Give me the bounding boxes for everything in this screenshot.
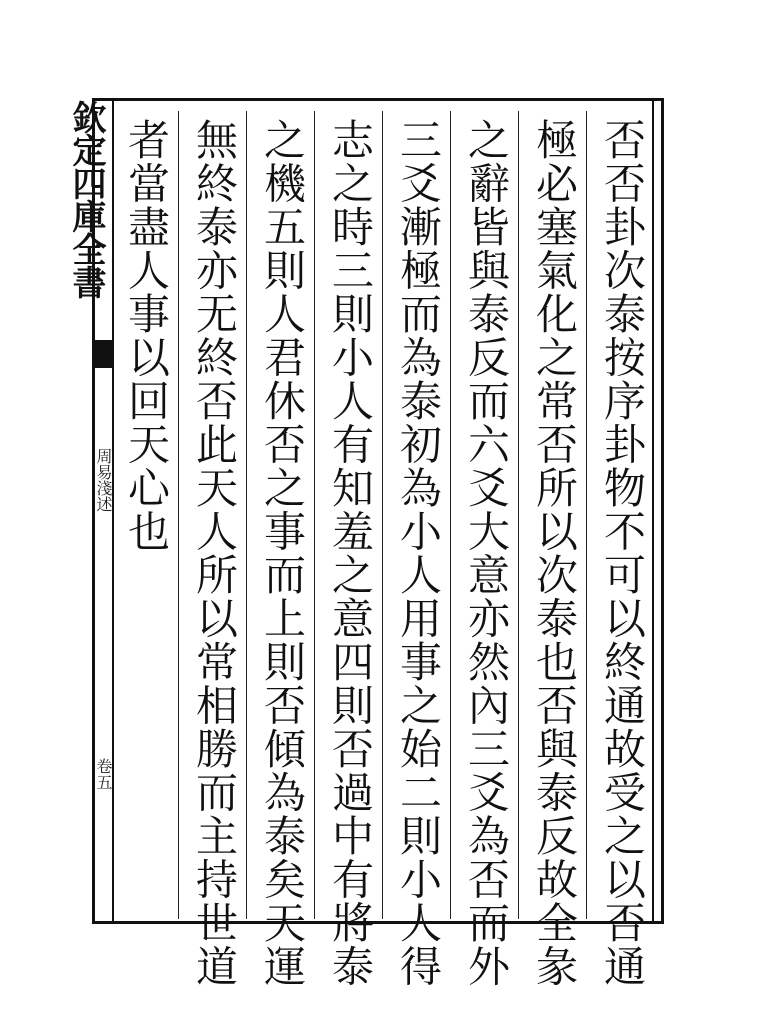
column-divider — [178, 111, 179, 919]
fishtail-mark — [94, 340, 112, 368]
column-divider — [246, 111, 247, 919]
gutter-title: 欽定四庫全書 — [66, 100, 106, 298]
text-column-4: 三爻漸極而為泰初為小人用事之始二則小人得 — [394, 118, 443, 988]
right-rule — [652, 101, 654, 921]
text-column-7: 無終泰亦无終否此天人所以常相勝而主持世道 — [190, 118, 239, 988]
gutter-book-title: 周易淺述 — [94, 448, 113, 512]
text-column-1: 否否卦次泰按序卦物不可以終通故受之以否通 — [598, 118, 647, 988]
column-divider — [450, 111, 451, 919]
text-column-3: 之辭皆與泰反而六爻大意亦然內三爻為否而外 — [462, 118, 511, 988]
text-column-8: 者當盡人事以回天心也 — [122, 118, 171, 553]
column-divider — [518, 111, 519, 919]
column-divider — [314, 111, 315, 919]
text-column-6: 之機五則人君休否之事而上則否傾為泰矣天運 — [258, 118, 307, 988]
column-divider — [586, 111, 587, 919]
column-divider — [382, 111, 383, 919]
text-column-5: 志之時三則小人有知羞之意四則否過中有將泰 — [326, 118, 375, 988]
gutter-page-number: 卷五 — [94, 758, 113, 790]
text-column-2: 極必塞氣化之常否所以次泰也否與泰反故全彖 — [530, 118, 579, 988]
